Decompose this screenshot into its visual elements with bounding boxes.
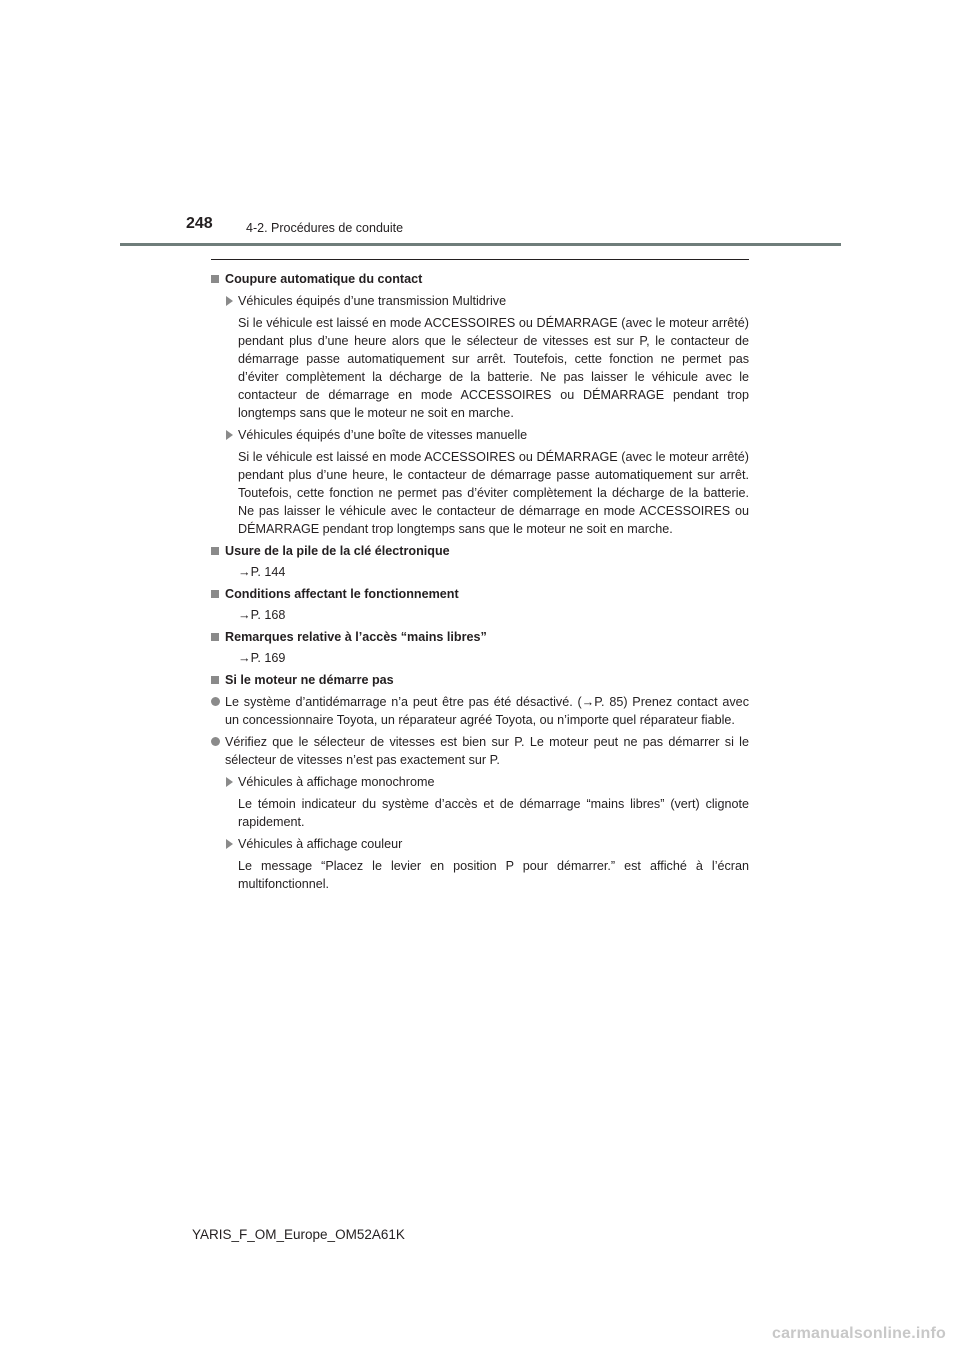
heading-no-start: Si le moteur ne démarre pas <box>211 671 749 689</box>
document-code: YARIS_F_OM_Europe_OM52A61K <box>192 1227 405 1242</box>
header-rule <box>120 243 841 246</box>
subheading-multidrive: Véhicules équipés d’une transmission Multidrive <box>211 292 749 310</box>
heading-conditions: Conditions affectant le fonctionnement <box>211 585 749 603</box>
square-bullet-icon <box>211 633 219 641</box>
paragraph-manual: Si le véhicule est laissé en mode ACCESSOIRES ou DÉMARRAGE (avec le moteur arrêté) pendant plus d’une heure, le contacteur de démarrage passe automatiquement sur arrêt. Toutefois, cette fonction ne permet pas d’éviter complètement la décharge de la batterie. Ne pas laisser le véhicule avec le contacteur de démarrage en mode ACCESSOIRES ou DÉMARRAGE pendant trop longtemps sans que le moteur ne soit en marche. <box>238 450 749 536</box>
triangle-bullet-icon <box>226 430 233 440</box>
subheading-color: Véhicules à affichage couleur <box>211 835 749 853</box>
heading-remarks: Remarques relative à l’accès “mains libres” <box>211 628 749 646</box>
content <box>211 266 749 893</box>
paragraph-mono: Le témoin indicateur du système d’accès et de démarrage “mains libres” (vert) clignote rapidement. <box>238 797 749 829</box>
paragraph-color: Le message “Placez le levier en position P pour démarrer.” est affiché à l’écran multifonctionnel. <box>238 859 749 891</box>
page-reference[interactable]: →P. 168 <box>238 608 286 622</box>
watermark-logo: carmanualsonline.info <box>771 1325 946 1342</box>
heading-battery: Usure de la pile de la clé électronique <box>211 542 749 560</box>
triangle-bullet-icon <box>226 839 233 849</box>
paragraph-multidrive: Si le véhicule est laissé en mode ACCESSOIRES ou DÉMARRAGE (avec le moteur arrêté) pendant plus d’une heure alors que le sélecteur de vitesses est sur P, le contacteur de démarrage passe automatiquement sur arrêt. Toutefois, cette fonction ne permet pas d’éviter complètement la décharge de la batterie. Ne pas laisser le véhicule avec le contacteur de démarrage en mode ACCESSOIRES ou DÉMARRAGE pendant trop longtemps sans que le moteur ne soit en marche. <box>238 316 749 420</box>
subheading-manual: Véhicules équipés d’une boîte de vitesses manuelle <box>211 426 749 444</box>
list-item: Le système d’antidémarrage n’a peut être pas été désactivé. (→P. 85) Prenez contact avec un concessionnaire Toyota, un réparateur agréé Toyota, ou n’importe quel réparateur fiable. <box>211 693 749 729</box>
content-rule <box>211 259 749 260</box>
square-bullet-icon <box>211 676 219 684</box>
page-reference[interactable]: →P. 144 <box>238 565 286 579</box>
square-bullet-icon <box>211 547 219 555</box>
circle-bullet-icon <box>211 697 220 706</box>
page-reference[interactable]: →P. 169 <box>238 651 286 665</box>
square-bullet-icon <box>211 275 219 283</box>
circle-bullet-icon <box>211 737 220 746</box>
triangle-bullet-icon <box>226 296 233 306</box>
page-number: 248 <box>186 215 213 232</box>
square-bullet-icon <box>211 590 219 598</box>
subheading-mono: Véhicules à affichage monochrome <box>211 773 749 791</box>
triangle-bullet-icon <box>226 777 233 787</box>
list-item: Vérifiez que le sélecteur de vitesses est bien sur P. Le moteur peut ne pas démarrer si le sélecteur de vitesses n’est pas exactement sur P. <box>211 733 749 769</box>
heading-auto-off: Coupure automatique du contact <box>211 270 749 288</box>
section-title: 4-2. Procédures de conduite <box>246 221 404 235</box>
